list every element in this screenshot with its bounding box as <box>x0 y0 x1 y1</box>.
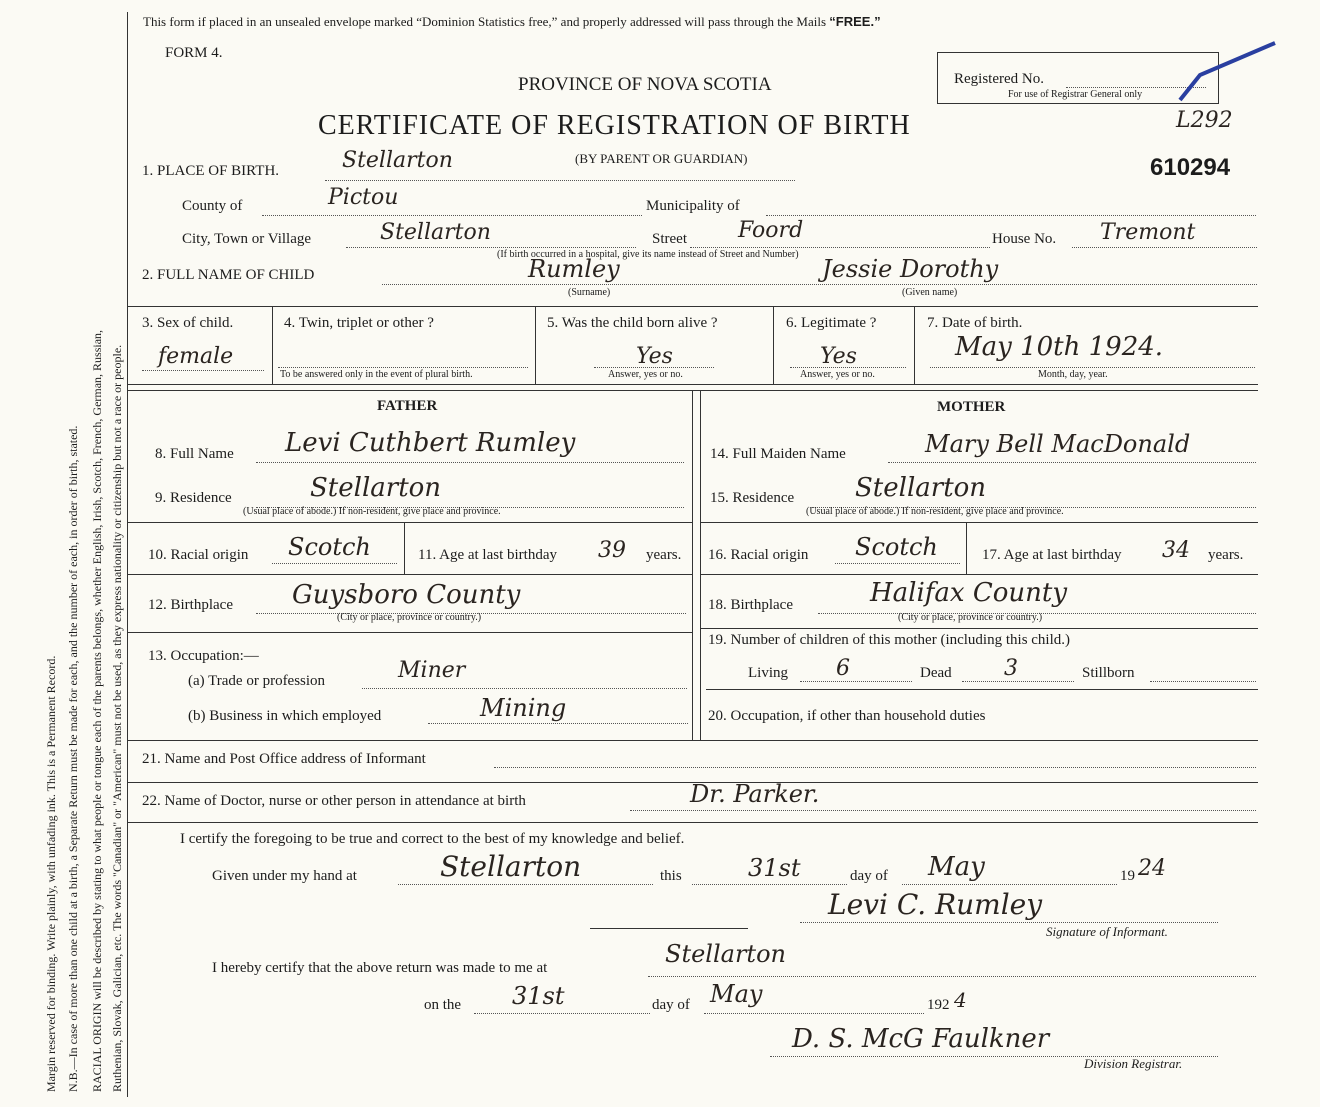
trade-label: (a) Trade or profession <box>188 673 326 689</box>
sex-value: female <box>158 344 234 369</box>
born-alive-note: Answer, yes or no. <box>608 369 683 380</box>
born-alive-label: 5. Was the child born alive ? <box>547 315 718 331</box>
father-occupation-label: 13. Occupation:— <box>148 648 259 664</box>
legitimate-label: 6. Legitimate ? <box>786 315 877 331</box>
street-value: Foord <box>738 218 804 243</box>
mother-name-value: Mary Bell MacDonald <box>925 430 1191 458</box>
city-label: City, Town or Village <box>182 231 312 247</box>
year-prefix: 19 <box>1120 868 1135 884</box>
registrar-month: May <box>710 980 763 1008</box>
registrar-day-of-label: day of <box>652 997 690 1013</box>
dead-label: Dead <box>920 665 952 681</box>
place-of-birth-label: 1. PLACE OF BIRTH. <box>142 163 280 179</box>
twin-label: 4. Twin, triplet or other ? <box>284 315 434 331</box>
father-birthplace-note: (City or place, province or country.) <box>337 612 482 623</box>
certify-statement: I certify the foregoing to be true and correct to the best of my knowledge and belief. <box>180 831 685 847</box>
doctor-value: Dr. Parker. <box>690 780 820 808</box>
mother-occupation-label: 20. Occupation, if other than household duties <box>708 708 986 724</box>
registered-no-label: Registered No. <box>954 71 1044 87</box>
mother-birthplace-value: Halifax County <box>870 578 1068 608</box>
on-the-label: on the <box>424 997 462 1013</box>
mother-residence-label: 15. Residence <box>710 490 795 506</box>
hospital-note: (If birth occurred in a hospital, give its name instead of Street and Number) <box>497 249 799 260</box>
father-birthplace-value: Guysboro County <box>292 580 521 610</box>
given-at-label: Given under my hand at <box>212 868 357 884</box>
informant-signature: Levi C. Rumley <box>828 888 1043 921</box>
county-value: Pictou <box>328 185 399 210</box>
children-count-label: 19. Number of children of this mother (including this child.) <box>708 632 1071 648</box>
margin-note-2: N.B.—In case of more than one child at a birth, a Separate Return must be made for each, and the number of each, in order of birth, stated. <box>66 425 80 1092</box>
province-heading: PROVINCE OF NOVA SCOTIA <box>518 74 772 95</box>
registrar-day: 31st <box>512 982 565 1010</box>
dead-value: 3 <box>1004 656 1018 681</box>
father-race-label: 10. Racial origin <box>148 547 249 563</box>
registrar-signature: D. S. McG Faulkner <box>792 1024 1050 1054</box>
informant-label: 21. Name and Post Office address of Informant <box>142 751 426 767</box>
day-of-label: day of <box>850 868 888 884</box>
twin-note: To be answered only in the event of plural birth. <box>280 369 473 380</box>
municipality-label: Municipality of <box>646 198 740 214</box>
given-month: May <box>928 852 985 882</box>
sex-label: 3. Sex of child. <box>142 315 234 331</box>
born-alive-value: Yes <box>636 344 673 369</box>
page-title: CERTIFICATE OF REGISTRATION OF BIRTH <box>318 110 911 141</box>
house-no-label: House No. <box>992 231 1057 247</box>
mother-birthplace-note: (City or place, province or country.) <box>898 612 1043 623</box>
father-name-label: 8. Full Name <box>155 446 234 462</box>
stamp-number: L292 <box>1176 108 1233 133</box>
father-age-value: 39 <box>598 538 626 563</box>
mail-notice: This form if placed in an unsealed envelope marked “Dominion Statistics free,” and properly addressed will pass through the Mails “FREE.” <box>143 14 881 29</box>
given-at-place: Stellarton <box>440 850 582 883</box>
informant-signature-caption: Signature of Informant. <box>1046 924 1168 939</box>
living-value: 6 <box>836 656 850 681</box>
registrar-use-note: For use of Registrar General only <box>1008 89 1143 100</box>
father-residence-label: 9. Residence <box>155 490 232 506</box>
margin-note-4: Ruthenian, Slovak, Galician, etc. The words "Canadian" or "American" must not be used, as they express nationality or citizenship but not a race or people. <box>110 344 124 1092</box>
child-surname-value: Rumley <box>528 255 620 283</box>
dob-note: Month, day, year. <box>1038 369 1108 380</box>
stillborn-label: Stillborn <box>1082 665 1135 681</box>
mother-birthplace-label: 18. Birthplace <box>708 597 793 613</box>
father-age-label: 11. Age at last birthday <box>418 547 557 563</box>
blue-check-mark <box>1175 40 1285 105</box>
mother-race-value: Scotch <box>855 533 938 561</box>
dob-value: May 10th 1924. <box>955 332 1164 362</box>
father-name-value: Levi Cuthbert Rumley <box>285 428 576 458</box>
this-label: this <box>660 868 682 884</box>
given-year-suffix: 24 <box>1138 856 1166 881</box>
county-label: County of <box>182 198 243 214</box>
doctor-label: 22. Name of Doctor, nurse or other person in attendance at birth <box>142 793 526 809</box>
registrar-signature-caption: Division Registrar. <box>1084 1056 1183 1071</box>
trade-value: Miner <box>398 658 466 683</box>
child-name-label: 2. FULL NAME OF CHILD <box>142 267 315 283</box>
child-given-value: Jessie Dorothy <box>822 255 999 283</box>
given-day: 31st <box>748 854 801 882</box>
margin-note-3: RACIAL ORIGIN will be described by stating to what people or tongue each of the parents belongs, whether English, Irish, Scotch, French, German, Russian, <box>90 329 104 1092</box>
dob-label: 7. Date of birth. <box>927 315 1023 331</box>
mother-race-label: 16. Racial origin <box>708 547 809 563</box>
living-label: Living <box>748 665 788 681</box>
father-age-unit: years. <box>646 547 682 563</box>
mother-name-label: 14. Full Maiden Name <box>710 446 846 462</box>
city-value: Stellarton <box>380 220 491 245</box>
registrar-year-prefix: 192 <box>927 997 950 1013</box>
mother-age-value: 34 <box>1162 538 1190 563</box>
legitimate-value: Yes <box>820 344 857 369</box>
house-no-value: Tremont <box>1100 220 1196 245</box>
registrar-place: Stellarton <box>665 940 786 968</box>
page-subtitle: (BY PARENT OR GUARDIAN) <box>575 151 748 166</box>
business-value: Mining <box>480 694 567 722</box>
given-name-caption: (Given name) <box>902 287 958 298</box>
place-of-birth-value: Stellarton <box>342 148 453 173</box>
father-residence-note: (Usual place of abode.) If non-resident, give place and province. <box>243 506 501 517</box>
father-heading: FATHER <box>377 398 438 414</box>
street-label: Street <box>652 231 687 247</box>
surname-caption: (Surname) <box>568 287 611 298</box>
father-birthplace-label: 12. Birthplace <box>148 597 233 613</box>
legitimate-note: Answer, yes or no. <box>800 369 875 380</box>
mother-heading: MOTHER <box>937 399 1006 415</box>
mother-residence-note: (Usual place of abode.) If non-resident, give place and province. <box>806 506 1064 517</box>
mother-age-label: 17. Age at last birthday <box>982 547 1122 563</box>
father-residence-value: Stellarton <box>310 473 442 503</box>
registrar-statement: I hereby certify that the above return was made to me at <box>212 960 548 976</box>
business-label: (b) Business in which employed <box>188 708 382 724</box>
left-border <box>127 12 128 1097</box>
form-number: FORM 4. <box>165 45 223 61</box>
mother-age-unit: years. <box>1208 547 1244 563</box>
registrar-year-suffix: 4 <box>954 988 967 1012</box>
margin-note-1: Margin reserved for binding. Write plainly, with unfading ink. This is a Permanent Record. <box>44 655 58 1092</box>
serial-number: 610294 <box>1150 154 1231 181</box>
mother-residence-value: Stellarton <box>855 473 987 503</box>
father-race-value: Scotch <box>288 533 371 561</box>
